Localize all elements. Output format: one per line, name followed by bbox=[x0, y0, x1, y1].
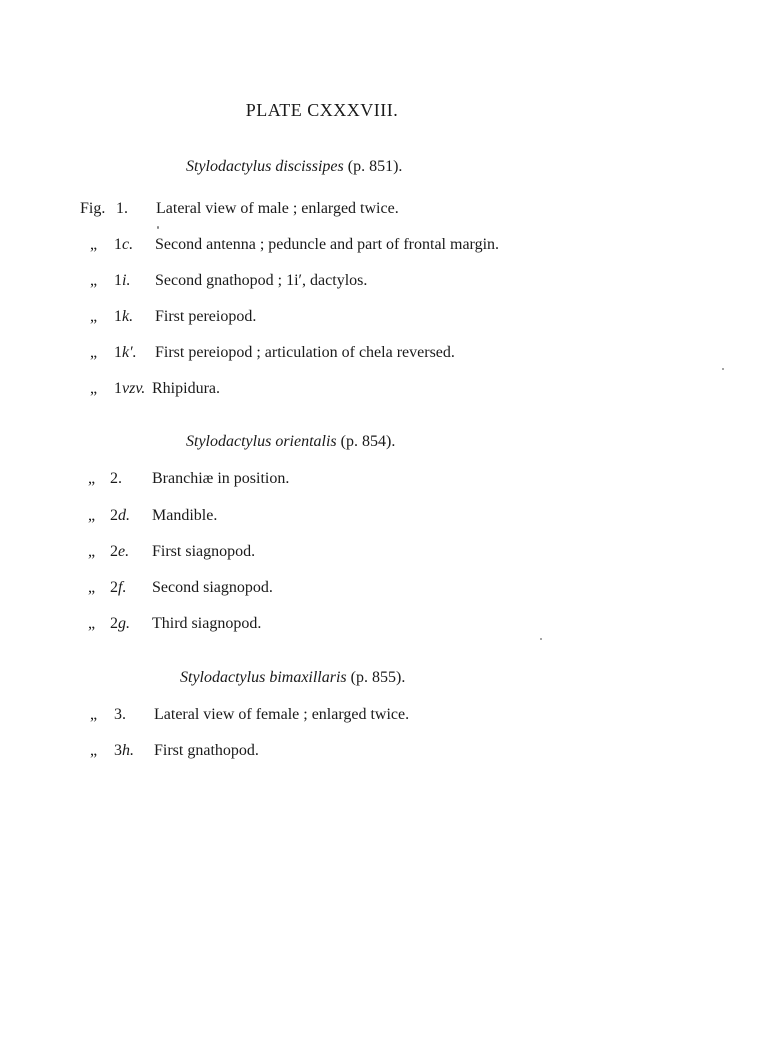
figure-number: 1k. bbox=[114, 308, 134, 325]
figure-description: Branchiæ in position. bbox=[152, 470, 290, 487]
figure-number: 1c. bbox=[114, 236, 134, 253]
row-lead: „ bbox=[90, 272, 98, 289]
figure-number: 1k′. bbox=[114, 344, 137, 361]
page-reference: (p. 854). bbox=[340, 433, 396, 450]
figure-description: Second antenna ; peduncle and part of frontal margin. bbox=[155, 236, 500, 253]
row-lead: „ bbox=[88, 507, 96, 524]
section-heading bbox=[186, 158, 402, 176]
row-lead: „ bbox=[90, 706, 98, 723]
figure-description: Lateral view of male ; enlarged twice. bbox=[156, 200, 399, 217]
figure-description: First pereiopod ; articulation of chela reversed. bbox=[155, 344, 455, 361]
row-lead: „ bbox=[90, 742, 98, 759]
section-heading bbox=[180, 669, 405, 687]
figure-number: 2f. bbox=[110, 579, 127, 596]
row-lead: „ bbox=[90, 380, 98, 397]
scan-speck bbox=[157, 226, 159, 229]
figure-description: Lateral view of female ; enlarged twice. bbox=[154, 706, 410, 723]
figure-number: 2d. bbox=[110, 507, 130, 524]
species-name: Stylodactylus orientalis bbox=[186, 433, 337, 450]
species-name: Stylodactylus bimaxillaris bbox=[180, 669, 347, 686]
figure-description: Rhipidura. bbox=[152, 380, 220, 397]
page-reference: (p. 851). bbox=[347, 158, 403, 175]
figure-number: 3. bbox=[114, 706, 126, 723]
figure-number: 1vzv. bbox=[114, 380, 146, 397]
row-lead: „ bbox=[90, 236, 98, 253]
figure-description: Mandible. bbox=[152, 507, 218, 524]
figure-number: 2e. bbox=[110, 543, 130, 560]
figure-description: First siagnopod. bbox=[152, 543, 256, 560]
figure-description: Third siagnopod. bbox=[152, 615, 262, 632]
figure-number: 2g. bbox=[110, 615, 130, 632]
figure-description: First pereiopod. bbox=[155, 308, 257, 325]
row-lead: „ bbox=[88, 470, 96, 487]
species-name: Stylodactylus discissipes bbox=[186, 158, 344, 175]
figure-description: First gnathopod. bbox=[154, 742, 259, 759]
figure-number: 3h. bbox=[114, 742, 134, 759]
figure-number: 2. bbox=[110, 470, 122, 487]
figure-number: 1i. bbox=[114, 272, 131, 289]
figure-description: Second siagnopod. bbox=[152, 579, 273, 596]
row-lead: „ bbox=[90, 308, 98, 325]
row-lead: „ bbox=[88, 615, 96, 632]
page-reference: (p. 855). bbox=[350, 669, 406, 686]
scan-speck bbox=[540, 638, 542, 640]
figure-description: Second gnathopod ; 1i′, dactylos. bbox=[155, 272, 368, 289]
figure-number: 1. bbox=[116, 200, 128, 217]
row-lead: „ bbox=[88, 543, 96, 560]
row-lead: „ bbox=[88, 579, 96, 596]
plate-title: PLATE CXXXVIII. bbox=[245, 100, 399, 120]
row-lead: „ bbox=[90, 344, 98, 361]
row-lead: Fig. bbox=[80, 200, 106, 217]
section-heading bbox=[186, 433, 395, 451]
scan-speck bbox=[722, 368, 724, 370]
